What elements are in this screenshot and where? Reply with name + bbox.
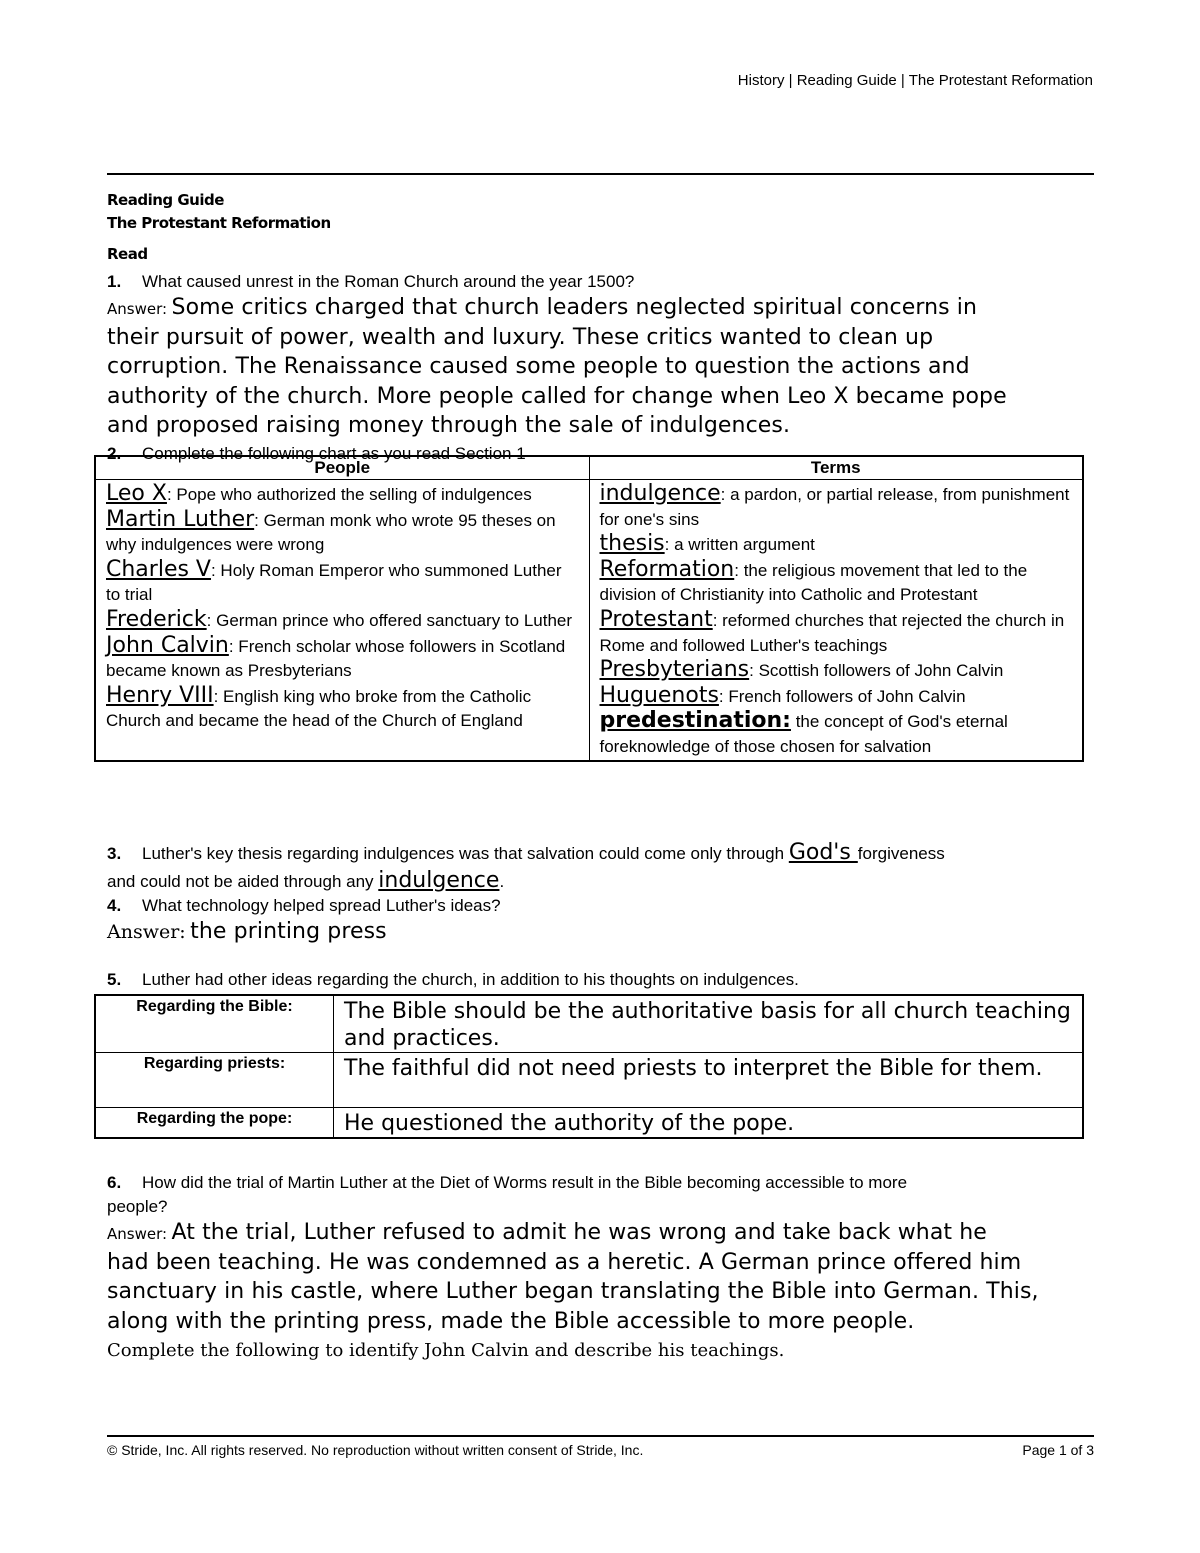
luther-ideas-table xyxy=(94,994,1084,1139)
question-number: 4. xyxy=(107,896,122,915)
question-text: Complete the following chart as you read Section 1 xyxy=(142,443,526,463)
answer-line: authority of the church. More people called for change when Leo X became pope xyxy=(107,383,1007,409)
people-cell xyxy=(95,480,589,761)
person-desc: : German prince who offered sanctuary to Luther xyxy=(206,610,573,630)
column-header-terms: Terms xyxy=(589,456,1083,480)
answer-label: Answer: xyxy=(107,921,186,943)
term-name: predestination: xyxy=(599,708,791,734)
term-name: Protestant xyxy=(599,606,713,632)
fill-in-blank: indulgence xyxy=(378,868,500,893)
questions-3-5 xyxy=(107,841,1094,992)
person-name: Leo X xyxy=(106,481,167,506)
term-entry xyxy=(600,684,1073,710)
answer-line: Some critics charged that church leaders neglected spiritual concerns in xyxy=(171,295,978,320)
question-number: 3. xyxy=(107,844,122,863)
person-name: Martin Luther xyxy=(106,506,255,532)
term-name: thesis xyxy=(599,531,665,557)
question-text: and could not be aided through any xyxy=(107,872,374,891)
term-name: Reformation xyxy=(599,556,735,582)
row-label: Regarding the Bible: xyxy=(95,995,334,1053)
term-entry xyxy=(600,608,1073,658)
answer-4 xyxy=(107,918,1094,948)
question-text: Luther's key thesis regarding indulgences was that salvation could come only through xyxy=(142,844,785,863)
question-6-section xyxy=(107,1171,1094,1365)
row-label: Regarding the pope: xyxy=(95,1108,334,1139)
term-entry xyxy=(600,709,1073,759)
question-text: Luther had other ideas regarding the church, in addition to his thoughts on indulgences. xyxy=(142,970,799,989)
row-value: The faithful did not need priests to interpret the Bible for them. xyxy=(334,1053,1084,1108)
person-entry xyxy=(106,634,579,684)
person-entry xyxy=(106,558,579,608)
term-entry xyxy=(600,658,1073,684)
term-entry xyxy=(600,532,1073,558)
question-3-continued xyxy=(107,869,1094,894)
person-name: Henry VIII xyxy=(106,682,214,708)
row-label: Regarding priests: xyxy=(95,1053,334,1108)
question-text: What caused unrest in the Roman Church around the year 1500? xyxy=(142,272,635,291)
answer-line: corruption. The Renaissance caused some people to question the actions and xyxy=(107,354,970,379)
question-6 xyxy=(107,1171,1094,1195)
copyright-notice: © Stride, Inc. All rights reserved. No reproduction without written consent of Stride, Inc. xyxy=(107,1442,644,1458)
person-entry xyxy=(106,608,579,634)
term-desc: : a pardon, or partial release, from punishment for one's sins xyxy=(599,485,1070,529)
question-text: How did the trial of Martin Luther at the Diet of Worms result in the Bible becoming accessible to more xyxy=(142,1173,908,1192)
answer-6 xyxy=(107,1219,1094,1337)
person-desc: : Holy Roman Emperor who summoned Luther to trial xyxy=(106,560,562,605)
question-number: 6. xyxy=(107,1173,122,1192)
doc-title: Reading Guide xyxy=(107,191,224,209)
answer-text: the printing press xyxy=(190,919,387,944)
term-desc: the concept of God's eternal foreknowledge of those chosen for salvation xyxy=(599,712,1008,756)
term-entry xyxy=(600,558,1073,608)
person-desc: : French scholar whose followers in Scotland became known as Presbyterians xyxy=(106,636,566,681)
row-value: He questioned the authority of the pope. xyxy=(334,1108,1084,1139)
section-heading: Read xyxy=(107,245,148,263)
page-number: Page 1 of 3 xyxy=(1022,1442,1094,1458)
term-name: Huguenots xyxy=(599,682,719,708)
answer-line: along with the printing press, made the Bible accessible to more people. xyxy=(107,1308,915,1334)
question-6-continued: people? xyxy=(107,1197,168,1216)
question-number: 1. xyxy=(107,272,122,291)
answer-line: At the trial, Luther refused to admit he was wrong and take back what he xyxy=(171,1220,987,1245)
question-number: 2. xyxy=(107,443,122,463)
person-entry xyxy=(106,684,579,734)
terms-cell xyxy=(589,480,1083,761)
term-name: indulgence xyxy=(599,481,721,506)
row-value: The Bible should be the authoritative basis for all church teaching and practices. xyxy=(334,995,1084,1053)
term-desc: : reformed churches that rejected the church in Rome and followed Luther's teachings xyxy=(599,610,1065,655)
fill-in-blank: God's xyxy=(788,840,858,865)
person-name: Frederick xyxy=(106,606,207,632)
doc-subtitle: The Protestant Reformation xyxy=(107,214,331,232)
document-body xyxy=(107,189,1094,466)
question-number: 5. xyxy=(107,970,122,989)
term-desc: : a written argument xyxy=(664,535,815,555)
person-desc: : German monk who wrote 95 theses on why indulgences were wrong xyxy=(106,510,556,555)
person-entry xyxy=(106,508,579,558)
term-desc: : Scottish followers of John Calvin xyxy=(749,661,1004,681)
answer-1 xyxy=(107,294,1094,442)
answer-line: sanctuary in his castle, where Luther began translating the Bible into German. This, xyxy=(107,1279,1039,1304)
person-desc: : Pope who authorized the selling of indulgences xyxy=(166,485,532,504)
term-desc: : French followers of John Calvin xyxy=(718,686,966,706)
answer-label: Answer: xyxy=(107,1225,168,1243)
column-header-people: People xyxy=(95,456,589,480)
question-1 xyxy=(107,270,1094,294)
term-desc: : the religious movement that led to the division of Christianity into Catholic and Protestant xyxy=(599,560,1028,605)
person-desc: : English king who broke from the Catholic Church and became the head of the Church of England xyxy=(106,686,532,731)
answer-line: and proposed raising money through the sale of indulgences. xyxy=(107,413,791,438)
person-entry xyxy=(106,482,579,508)
closing-instruction: Complete the following to identify John Calvin and describe his teachings. xyxy=(107,1340,785,1361)
header-divider xyxy=(107,173,1094,175)
answer-line: their pursuit of power, wealth and luxury. These critics wanted to clean up xyxy=(107,324,934,350)
answer-line: had been teaching. He was condemned as a heretic. A German prince offered him xyxy=(107,1249,1022,1275)
question-4 xyxy=(107,894,1094,918)
question-3 xyxy=(107,841,1094,866)
question-5 xyxy=(107,968,1094,992)
person-name: Charles V xyxy=(106,556,211,582)
section-1-chart xyxy=(94,455,1084,762)
period: . xyxy=(499,872,505,891)
term-name: Presbyterians xyxy=(599,657,750,683)
term-entry xyxy=(600,482,1073,532)
question-text: What technology helped spread Luther's ideas? xyxy=(142,896,501,915)
page-header: History | Reading Guide | The Protestant Reformation xyxy=(737,72,1093,89)
footer-divider xyxy=(107,1435,1094,1437)
person-name: John Calvin xyxy=(106,632,229,658)
answer-label: Answer: xyxy=(107,300,168,318)
question-text: forgiveness xyxy=(857,844,945,863)
